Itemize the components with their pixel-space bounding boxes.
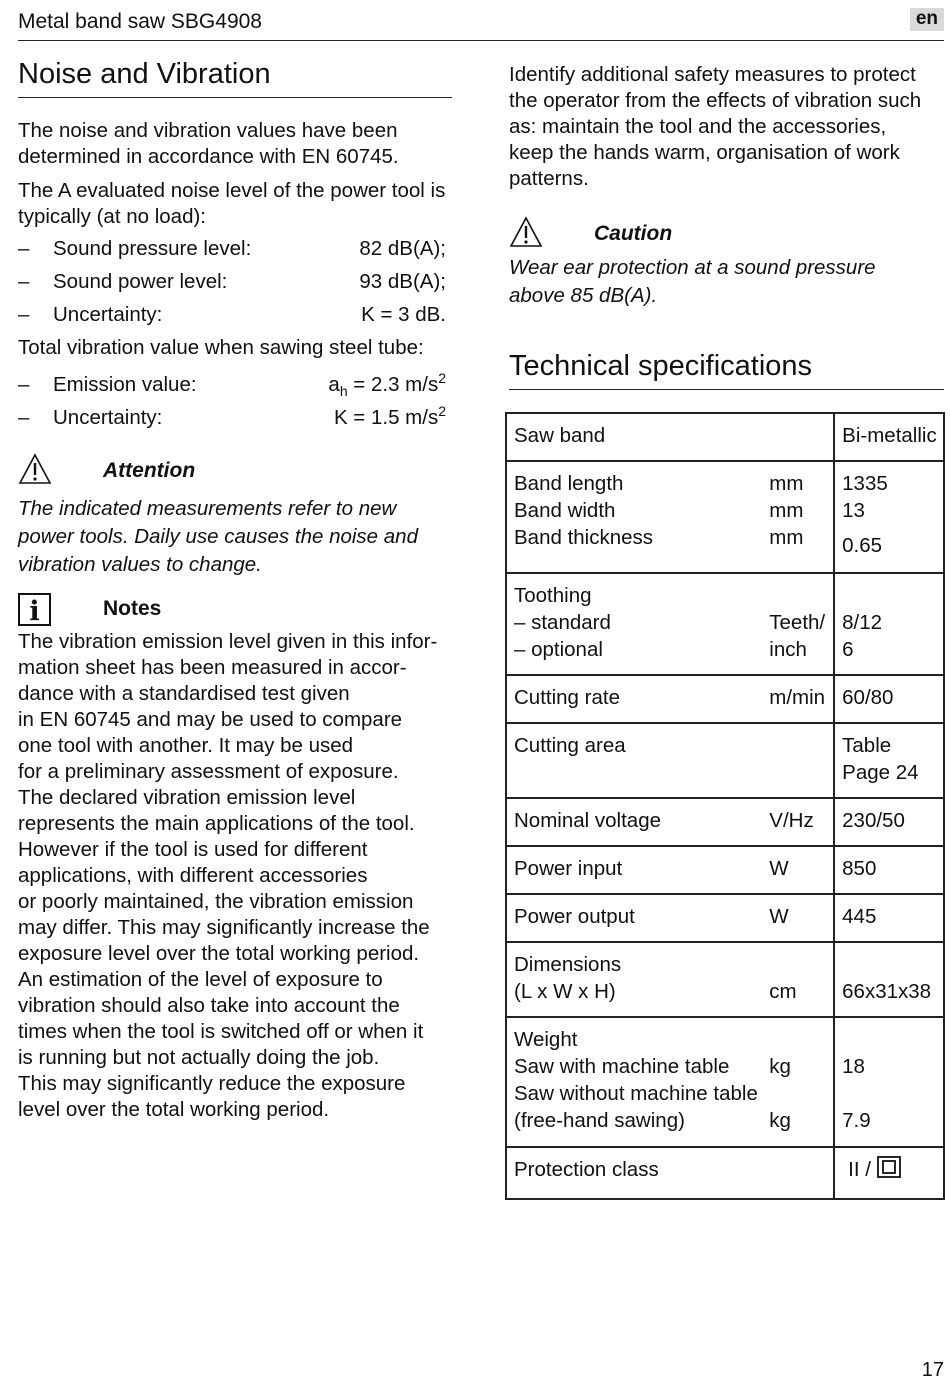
spec-label-cell bbox=[506, 798, 764, 846]
notes-line: This may significantly reduce the exposure bbox=[18, 1072, 406, 1095]
table-row bbox=[506, 413, 944, 461]
attention-callout bbox=[18, 451, 452, 491]
spec-unit: mm bbox=[769, 499, 804, 522]
attention-title: Attention bbox=[103, 459, 196, 482]
spec-label-cell bbox=[506, 1017, 764, 1147]
list-value: 93 dB(A); bbox=[359, 270, 446, 293]
value-subscript: h bbox=[339, 382, 348, 399]
notes-line: mation sheet has been measured in accor- bbox=[18, 656, 407, 679]
spec-unit: V/Hz bbox=[769, 809, 814, 832]
spec-label: Band length bbox=[514, 472, 624, 495]
spec-value-cell bbox=[834, 894, 944, 942]
value-superscript: 2 bbox=[438, 403, 446, 419]
spec-unit-cell bbox=[764, 723, 834, 798]
spec-unit-cell bbox=[764, 1017, 834, 1147]
list-item bbox=[18, 365, 452, 398]
notes-line: times when the tool is switched off or when it bbox=[18, 1020, 424, 1043]
safety-line: as: maintain the tool and the accessories, bbox=[509, 115, 887, 138]
notes-line: is running but not actually doing the job. bbox=[18, 1046, 380, 1069]
list-dash: – bbox=[18, 405, 30, 429]
list-item bbox=[18, 236, 452, 269]
notes-title: Notes bbox=[103, 597, 162, 620]
spec-value-cell bbox=[834, 798, 944, 846]
spec-value: Table bbox=[842, 734, 892, 757]
notes-line: dance with a standardised test given bbox=[18, 682, 350, 705]
notes-text bbox=[18, 629, 452, 1123]
spec-label-cell bbox=[506, 846, 764, 894]
safety-measures-paragraph bbox=[509, 62, 944, 192]
spec-value-cell bbox=[834, 1017, 944, 1147]
spec-label: Power input bbox=[514, 857, 623, 880]
spec-label: Dimensions bbox=[514, 953, 622, 976]
warning-icon bbox=[18, 453, 103, 490]
notes-line: exposure level over the total working period. bbox=[18, 942, 420, 965]
table-row bbox=[506, 1017, 944, 1147]
list-label: Emission value: bbox=[53, 372, 197, 396]
spec-label: Cutting area bbox=[514, 734, 626, 757]
spec-label-cell bbox=[506, 461, 764, 573]
safety-line: Identify additional safety measures to protect bbox=[509, 63, 916, 86]
right-column bbox=[509, 62, 944, 390]
spec-value-cell bbox=[834, 413, 944, 461]
noise-values-list bbox=[18, 236, 452, 335]
table-row bbox=[506, 723, 944, 798]
vibration-values-list bbox=[18, 365, 452, 431]
spec-unit-cell bbox=[764, 413, 834, 461]
spec-unit-cell bbox=[764, 942, 834, 1017]
page-header bbox=[18, 0, 944, 41]
spec-unit-cell bbox=[764, 675, 834, 723]
spec-value-cell bbox=[834, 675, 944, 723]
technical-specifications-heading: Technical specifications bbox=[509, 350, 944, 390]
spec-unit: mm bbox=[769, 526, 804, 549]
attention-text: The indicated measurements refer to new power tools. Daily use causes the noise and vibration values to change. bbox=[18, 497, 418, 576]
spec-label-cell bbox=[506, 723, 764, 798]
caution-line: Wear ear protection at a sound pressure bbox=[509, 256, 876, 279]
warning-icon bbox=[509, 216, 594, 253]
info-icon-wrap bbox=[18, 593, 103, 626]
table-row bbox=[506, 461, 944, 573]
list-dash: – bbox=[18, 303, 30, 326]
spec-value-cell bbox=[834, 1147, 944, 1199]
notes-line: applications, with different accessories bbox=[18, 864, 368, 887]
spec-unit: W bbox=[769, 857, 789, 880]
spec-value: 13 bbox=[842, 499, 865, 522]
list-label: Sound pressure level: bbox=[53, 237, 252, 260]
spec-label: Band width bbox=[514, 499, 616, 522]
notes-line: However if the tool is used for different bbox=[18, 838, 368, 861]
spec-value-cell bbox=[834, 573, 944, 675]
spec-label: Saw band bbox=[514, 424, 606, 447]
spec-value bbox=[842, 582, 937, 609]
spec-value-cell bbox=[834, 461, 944, 573]
spec-unit-cell bbox=[764, 1147, 834, 1199]
left-column bbox=[18, 58, 452, 1123]
spec-label: (L x W x H) bbox=[514, 980, 616, 1003]
table-row bbox=[506, 798, 944, 846]
caution-line: above 85 dB(A). bbox=[509, 284, 658, 307]
paragraph-determination: The noise and vibration values have been determined in accordance with EN 60745. bbox=[18, 119, 399, 168]
spec-label: Saw without machine table bbox=[514, 1082, 758, 1105]
list-value: 82 dB(A); bbox=[359, 237, 446, 260]
spec-unit bbox=[769, 1080, 827, 1107]
spec-value: 850 bbox=[842, 857, 877, 880]
double-insulation-icon bbox=[877, 1156, 901, 1185]
list-item bbox=[18, 269, 452, 302]
spec-value-cell bbox=[834, 942, 944, 1017]
spec-label-cell bbox=[506, 942, 764, 1017]
spec-label: Power output bbox=[514, 905, 635, 928]
document-title: Metal band saw SBG4908 bbox=[18, 10, 262, 33]
spec-unit: m/min bbox=[769, 686, 826, 709]
spec-value: II / bbox=[848, 1158, 877, 1181]
notes-line: The vibration emission level given in this infor- bbox=[18, 630, 438, 653]
spec-value: 1335 bbox=[842, 472, 888, 495]
spec-unit: mm bbox=[769, 472, 804, 495]
spec-value: 7.9 bbox=[842, 1109, 871, 1132]
spec-table bbox=[505, 412, 945, 1200]
spec-value bbox=[842, 1080, 937, 1107]
spec-label: Cutting rate bbox=[514, 686, 620, 709]
notes-line: in EN 60745 and may be used to compare bbox=[18, 708, 403, 731]
spec-unit: inch bbox=[769, 638, 807, 661]
page-number: 17 bbox=[921, 1359, 944, 1381]
notes-line: The declared vibration emission level bbox=[18, 786, 356, 809]
notes-callout bbox=[18, 589, 452, 629]
spec-unit: kg bbox=[769, 1109, 791, 1132]
list-dash: – bbox=[18, 270, 30, 293]
language-badge: en bbox=[910, 8, 944, 31]
list-dash: – bbox=[18, 237, 30, 260]
table-row bbox=[506, 846, 944, 894]
spec-label: – standard bbox=[514, 611, 611, 634]
spec-value: 0.65 bbox=[842, 534, 883, 557]
caution-callout bbox=[509, 214, 944, 254]
table-row bbox=[506, 675, 944, 723]
notes-line: for a preliminary assessment of exposure. bbox=[18, 760, 399, 783]
list-dash: – bbox=[18, 372, 30, 396]
spec-value: 60/80 bbox=[842, 686, 894, 709]
spec-unit: W bbox=[769, 905, 789, 928]
spec-value-cell bbox=[834, 846, 944, 894]
list-label: Uncertainty: bbox=[53, 303, 163, 326]
spec-label: Toothing bbox=[514, 584, 592, 607]
spec-unit-cell bbox=[764, 461, 834, 573]
spec-label: Band thickness bbox=[514, 526, 654, 549]
spec-unit bbox=[769, 951, 827, 978]
list-item bbox=[18, 302, 452, 335]
spec-value: Page 24 bbox=[842, 761, 919, 784]
table-row bbox=[506, 1147, 944, 1199]
noise-vibration-heading: Noise and Vibration bbox=[18, 58, 452, 98]
spec-label-cell bbox=[506, 1147, 764, 1199]
spec-value: 8/12 bbox=[842, 611, 883, 634]
spec-unit: Teeth/ bbox=[769, 611, 826, 634]
spec-label: Weight bbox=[514, 1028, 578, 1051]
protection-class-value bbox=[842, 1156, 937, 1185]
spec-value: 230/50 bbox=[842, 809, 905, 832]
list-value bbox=[334, 398, 452, 431]
safety-line: keep the hands warm, organisation of work bbox=[509, 141, 900, 164]
list-label: Sound power level: bbox=[53, 270, 228, 293]
notes-line: An estimation of the level of exposure to bbox=[18, 968, 383, 991]
spec-label: Protection class bbox=[514, 1158, 659, 1181]
safety-line: patterns. bbox=[509, 167, 589, 190]
notes-line: or poorly maintained, the vibration emission bbox=[18, 890, 414, 913]
spec-unit-cell bbox=[764, 894, 834, 942]
value-number: = 2.3 m/s bbox=[347, 372, 439, 396]
spec-unit bbox=[769, 1026, 827, 1053]
spec-label-cell bbox=[506, 413, 764, 461]
info-icon: i bbox=[18, 593, 51, 626]
spec-unit: kg bbox=[769, 1055, 791, 1078]
spec-label: Nominal voltage bbox=[514, 809, 661, 832]
spec-unit: cm bbox=[769, 980, 797, 1003]
spec-label-cell bbox=[506, 894, 764, 942]
list-item bbox=[18, 398, 452, 431]
spec-value bbox=[842, 951, 937, 978]
table-row bbox=[506, 894, 944, 942]
spec-value: 18 bbox=[842, 1055, 865, 1078]
caution-title: Caution bbox=[594, 222, 673, 245]
list-value: K = 3 dB. bbox=[361, 303, 446, 326]
value-number: K = 1.5 m/s bbox=[333, 405, 439, 429]
value-symbol: a bbox=[328, 372, 340, 396]
spec-label: (free-hand sawing) bbox=[514, 1109, 685, 1132]
caution-text bbox=[509, 254, 944, 310]
spec-label: Saw with machine table bbox=[514, 1055, 730, 1078]
notes-line: level over the total working period. bbox=[18, 1098, 330, 1121]
spec-value bbox=[842, 1026, 937, 1053]
spec-unit-cell bbox=[764, 798, 834, 846]
table-row bbox=[506, 573, 944, 675]
spec-value-cell bbox=[834, 723, 944, 798]
spec-unit-cell bbox=[764, 573, 834, 675]
spec-label-cell bbox=[506, 573, 764, 675]
notes-line: one tool with another. It may be used bbox=[18, 734, 354, 757]
vibration-intro: Total vibration value when sawing steel tube: bbox=[18, 336, 424, 359]
spec-label-cell bbox=[506, 675, 764, 723]
spec-label: – optional bbox=[514, 638, 603, 661]
table-row bbox=[506, 942, 944, 1017]
spec-unit bbox=[769, 582, 827, 609]
notes-line: vibration should also take into account the bbox=[18, 994, 400, 1017]
notes-line: represents the main applications of the tool. bbox=[18, 812, 415, 835]
paragraph-noise-level: The A evaluated noise level of the power tool is typically (at no load): bbox=[18, 179, 446, 228]
value-superscript: 2 bbox=[438, 370, 446, 386]
spec-value: 6 bbox=[842, 638, 854, 661]
spec-value: Bi-metallic bbox=[842, 424, 937, 447]
spec-unit-cell bbox=[764, 846, 834, 894]
notes-line: may differ. This may significantly increase the bbox=[18, 916, 430, 939]
spec-value: 66x31x38 bbox=[842, 980, 932, 1003]
list-label: Uncertainty: bbox=[53, 405, 163, 429]
safety-line: the operator from the effects of vibration such bbox=[509, 89, 922, 112]
spec-value: 445 bbox=[842, 905, 877, 928]
